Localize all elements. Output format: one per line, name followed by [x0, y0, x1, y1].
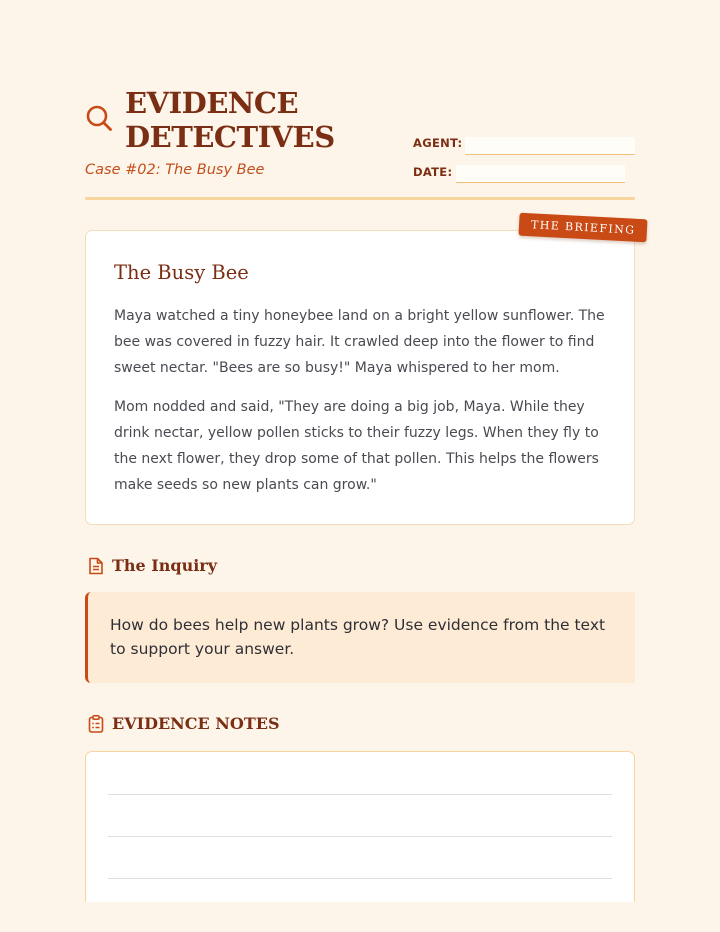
inquiry-box: [85, 592, 635, 683]
inquiry-question: How do bees help new plants grow? Use evidence from the text to support your answer.: [110, 616, 606, 658]
worksheet-title: [125, 86, 405, 154]
agent-field[interactable]: [465, 137, 635, 155]
story-paragraph-2: Mom nodded and said, "They are doing a big job, Maya. While they drink nectar, yellow pollen sticks to their fuzzy legs. When they fly to the next flower, they drop some of that pollen. This helps the flowers make seeds so new plants can grow.": [114, 399, 599, 493]
inquiry-heading: The Inquiry: [112, 556, 218, 575]
header-divider: [85, 197, 635, 200]
evidence-notes-area[interactable]: [85, 751, 635, 902]
briefing-tag: THE BRIEFING: [518, 213, 647, 243]
story-title: The Busy Bee: [114, 261, 249, 284]
story-text: [114, 304, 610, 513]
notes-heading: EVIDENCE NOTES: [112, 714, 280, 733]
title-line-2: DETECTIVES: [125, 120, 335, 154]
story-paragraph-1: Maya watched a tiny honeybee land on a bright yellow sunflower. The bee was covered in fuzzy hair. It crawled deep into the flower to find sweet nectar. "Bees are so busy!" Maya whispered to her mom.: [114, 308, 605, 376]
note-line: [108, 794, 612, 795]
clipboard-icon: [86, 714, 106, 734]
document-icon: [86, 556, 106, 576]
title-line-1: EVIDENCE: [125, 86, 299, 120]
magnifier-icon: [85, 104, 113, 132]
note-line: [108, 836, 612, 837]
date-label: DATE:: [413, 165, 453, 179]
worksheet-header: [85, 86, 635, 202]
case-label: Case #02: The Busy Bee: [85, 162, 265, 178]
agent-label: AGENT:: [413, 136, 463, 150]
note-line: [108, 878, 612, 879]
briefing-card: [85, 230, 635, 525]
date-field[interactable]: [456, 165, 625, 183]
